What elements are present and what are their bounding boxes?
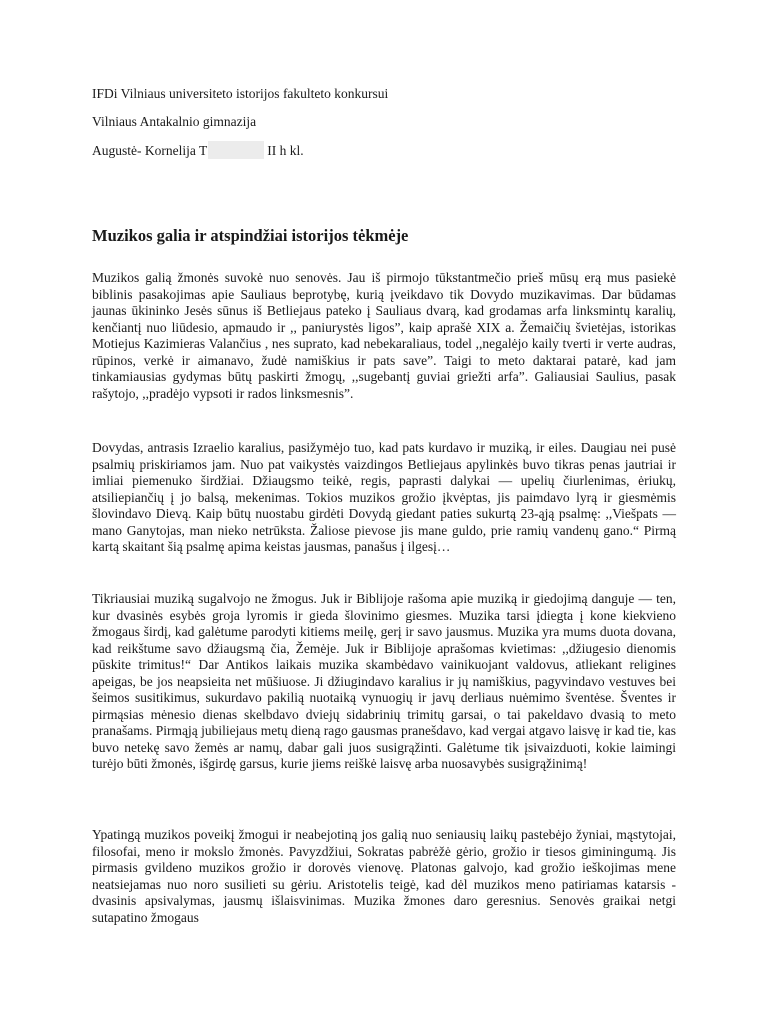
- header-school: Vilniaus Antakalnio gimnazija: [92, 114, 257, 129]
- paragraph-4: Ypatingą muzikos poveikį žmogui ir neabejotiną jos galią nuo seniausių laikų pastebėjo žyniai, mąstytojai, filosofai, meno ir mokslo žmonės. Pavyzdžiui, Sokratas pabrėžė gėrio, grožio ir tiesos giminingumą. Jis pirmasis gvildeno muzikos grožio ir dorovės vienovę. Platonas galvojo, kad grožio ieškojimas mene neatsiejamas nuo noro susilieti su gėriu. Aristotelis teigė, kad dėl muzikos meno patiriamas katarsis - dvasinis apsivalymas, jausmų išlaisvinimas. Muzika žmones daro geresnius. Senovės graikai netgi sutapatino žmogaus: [92, 827, 676, 925]
- paragraph-2: Dovydas, antrasis Izraelio karalius, pasižymėjo tuo, kad pats kurdavo ir muziką, ir eiles. Daugiau nei pusė psalmių priskiriamos jam. Nuo pat vaikystės vaizdingos Betliejaus apylinkės buvo tikras penas jautriai ir imliai piemenuko širdžiai. Džiaugsmo teikė, regis, paprasti dalykai — upelių čiurlenimas, ėriukų, atsiliepiančių į jo balsą, mekenimas. Tokios muzikos grožio įkvėptas, jis paimdavo lyrą ir giesmėmis šlovindavo Dievą. Kaip būtų nuostabu girdėti Dovydą giedant paties sukurtą 23-ąją psalmę: ,,Viešpats — mano Ganytojas, man nieko netrūksta. Žaliose pievose jis mane guldo, prie ramių vandenų gano.“ Pirmą kartą skaitant šią psalmę apima keistas jausmas, panašus į ilgesį…: [92, 440, 676, 554]
- paragraph-1: Muzikos galią žmonės suvokė nuo senovės. Jau iš pirmojo tūkstantmečio prieš mūsų erą mus pasiekė biblinis pasakojimas apie Sauliaus beprotybę, kurią įveikdavo tik Dovydo muzikavimas. Dar būdamas jaunas ūkininko Jesės sūnus iš Betliejaus pateko į Sauliaus dvarą, kad grodamas arfa linksmintų karalių, kenčiantį nuo liūdesio, apmaudo ir ,, paniurystės ligos”, kaip aprašė XIX a. Žemaičių švietėjas, istorikas Motiejus Kazimieras Valančius , nes suprato, kad nebekaraliaus, todel ,,negalėjo kaily tverti ir verte audras, rūpinos, verkė ir aimanavo, žudė namiškius ir pats save”. Taigi to meto daktarai patarė, kad jam tinkamiausias gydymas būtų paskirti žmogų, ,,sugebantį guviai griežti arfa”. Galiausiai Saulius, pasak rašytojo, ,,pradėjo vypsoti ir rados linksmesnis”.: [92, 270, 676, 401]
- header-author: [92, 141, 304, 159]
- redaction-box: [208, 141, 264, 159]
- author-class: II h kl.: [267, 143, 304, 158]
- document-title: Muzikos galia ir atspindžiai istorijos tėkmėje: [92, 226, 409, 245]
- paragraph-3: Tikriausiai muziką sugalvojo ne žmogus. Juk ir Biblijoje rašoma apie muziką ir giedojimą danguje — ten, kur dvasinės esybės groja lyromis ir gieda šlovinimo giesmes. Muzika tarsi įdiegta į kone kiekvieno žmogaus širdį, kad galėtume parodyti kitiems meilę, gerį ir savo jausmus. Muzika yra mums duota dovana, kad reikštume savo džiaugsmą čia, Žemėje. Juk ir Biblijoje aprašomas kvietimas: ,,džiugesio dienomis pūskite trimitus!“ Dar Antikos laikais muzika skambėdavo vainikuojant valdovus, atliekant religines apeigas, be jos neapsieita net mūšiuose. Ji džiugindavo karalius ir jų namiškius, pagyvindavo vestuves bei šeimos susitikimus, sukurdavo pakilią nuotaiką vynuogių ir javų derliaus nuėmimo šventėse. Šventes ir pirmąsias mėnesio dienas skelbdavo dviejų sidabrinių trimitų garsai, o tai pakeldavo dvasią to meto pranašams. Pirmąją jubiliejaus metų dieną rago gausmas pranešdavo, kad vergai atgavo laisvę ir kad tie, kas buvo netekę savo žemės ar namų, dabar gali juos susigrąžinti. Galėtume tik įsivaizduoti, kokie laimingi turėjo būti žmonės, išgirdę garsus, kurie jiems reiškė laisvę arba nuosavybės susigrąžinimą!: [92, 591, 676, 771]
- author-name: Augustė- Kornelija T: [92, 143, 208, 158]
- header-institution: IFDi Vilniaus universiteto istorijos fakulteto konkursui: [92, 86, 389, 101]
